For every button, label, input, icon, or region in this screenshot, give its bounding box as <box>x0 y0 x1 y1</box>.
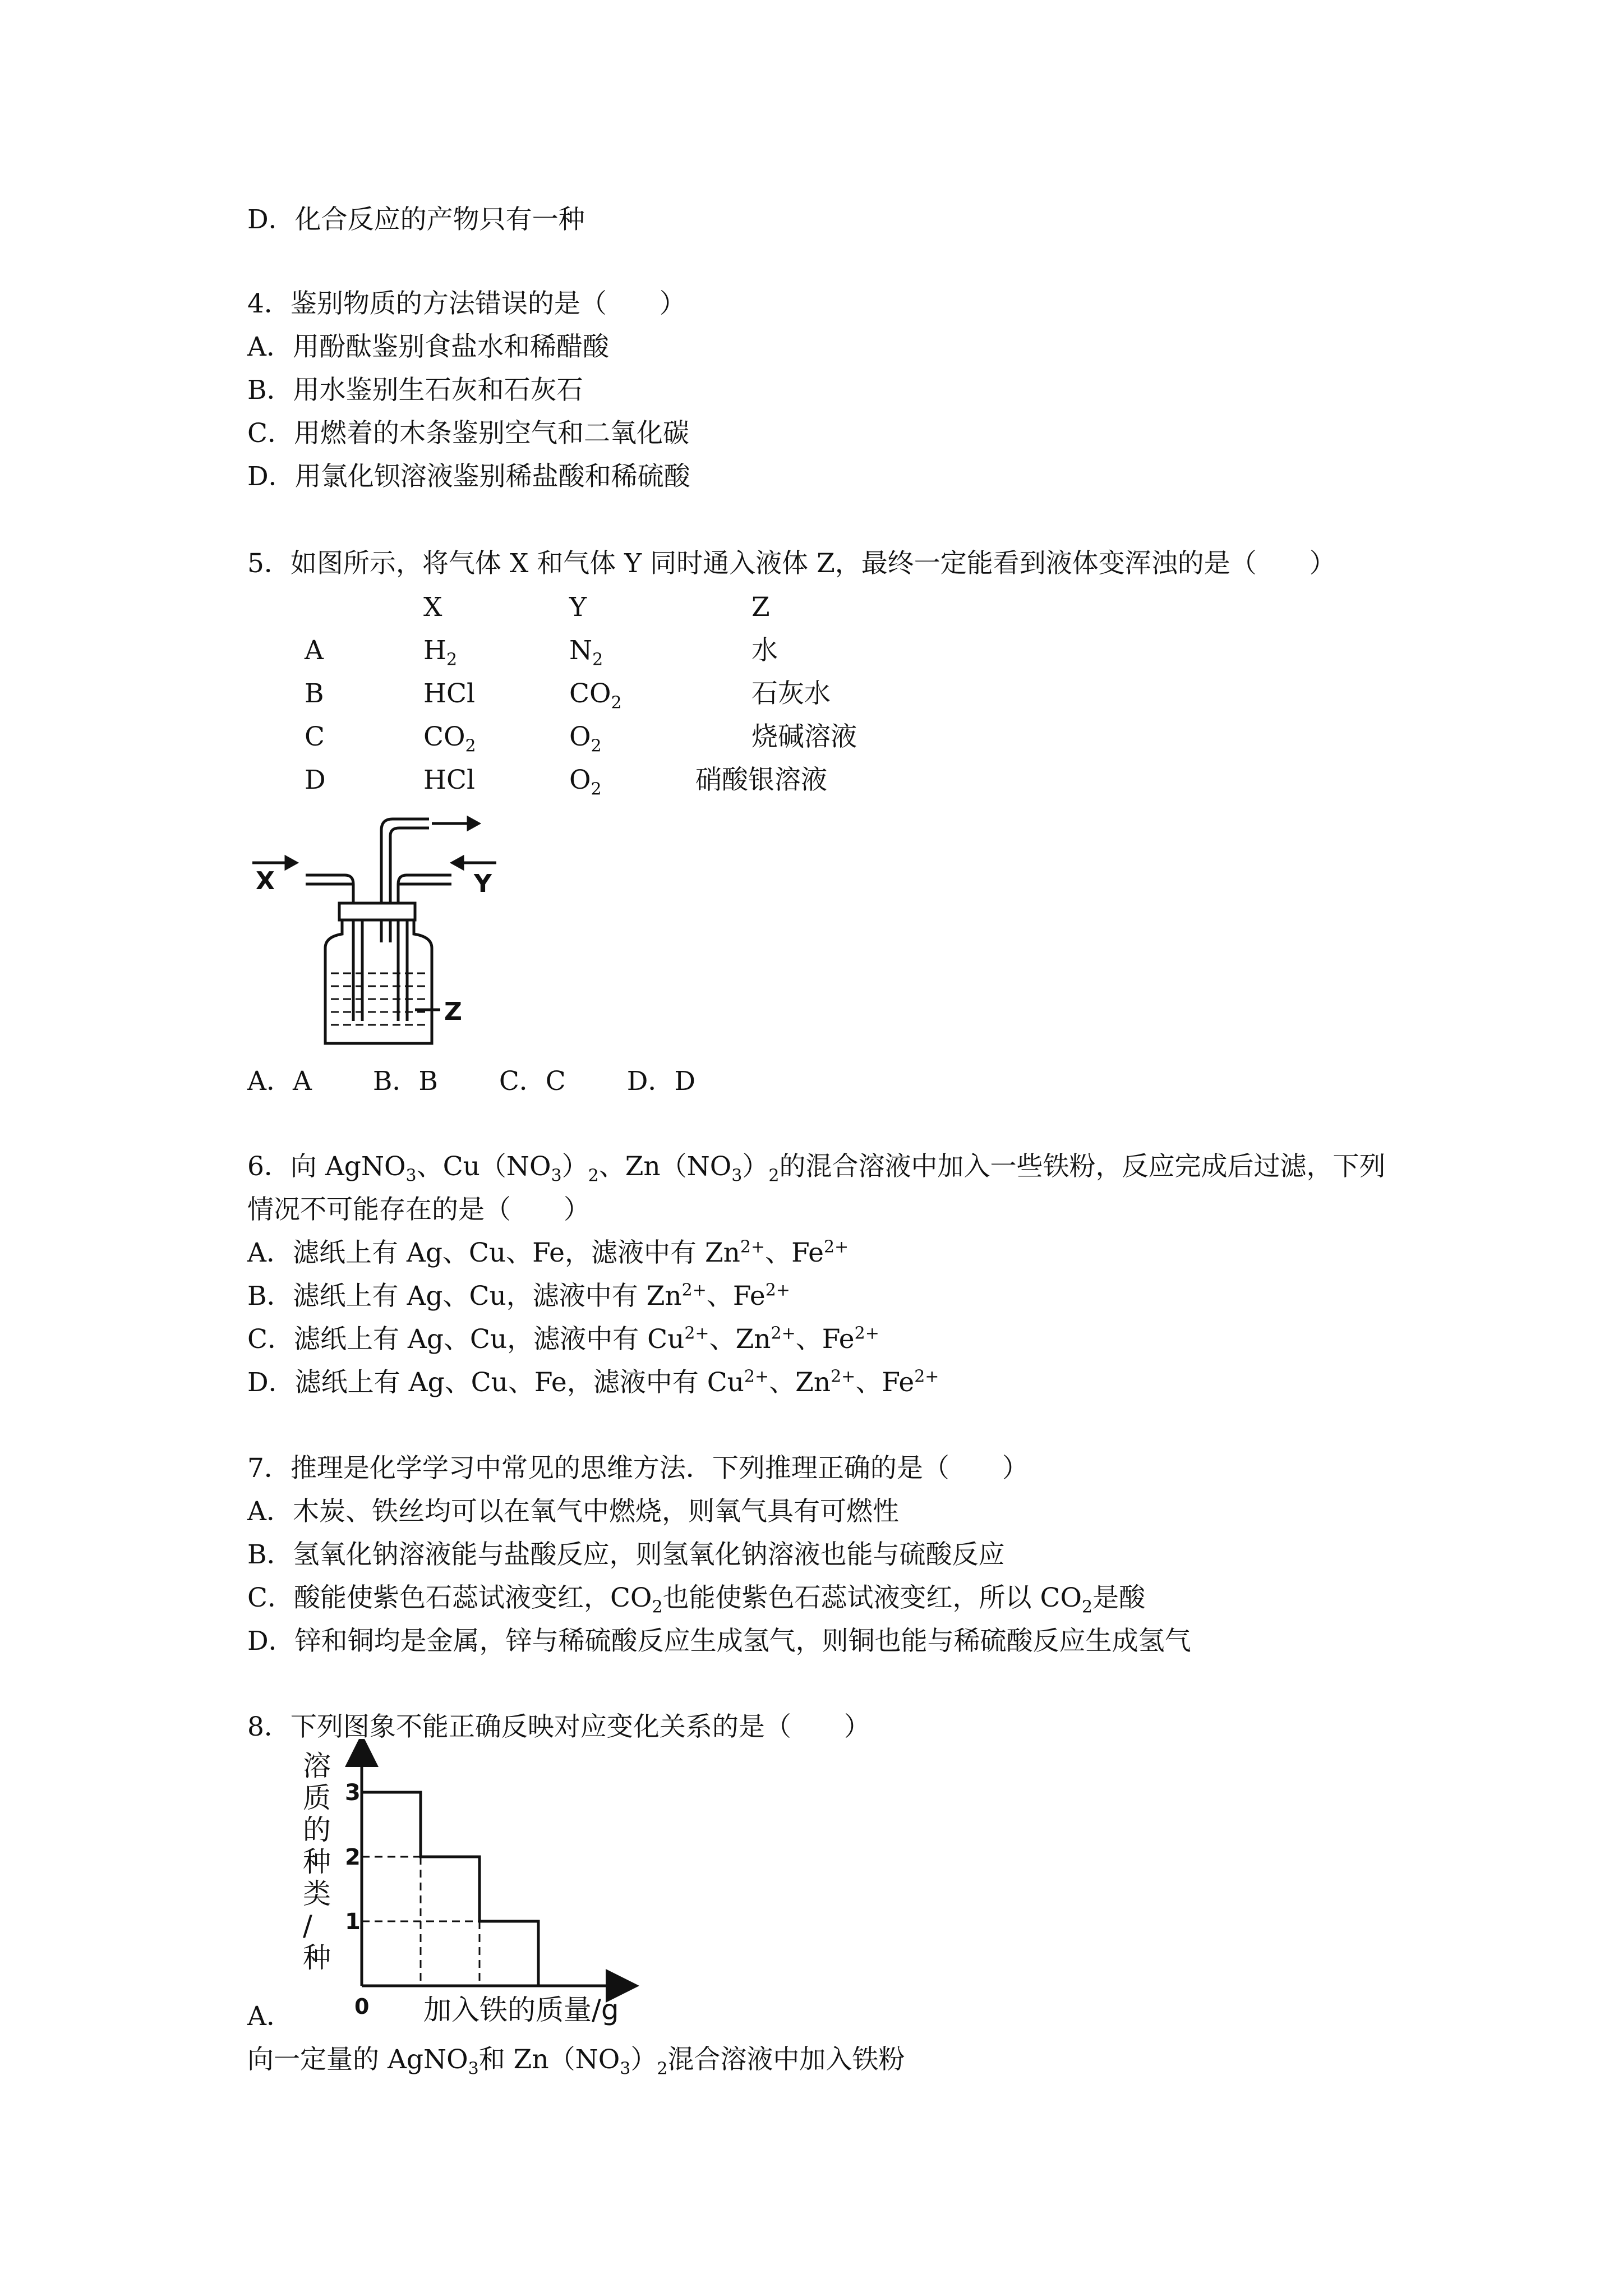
series-line <box>362 1792 538 1986</box>
q5-row-a-x: $H_2$ <box>423 635 458 670</box>
x-arrow-head <box>286 857 296 868</box>
q7-option-c: C．酸能使紫色石蕊试液变红，$CO_2$也能使紫色石蕊试液变红，所以 $CO_2$是酸 <box>247 1582 1146 1617</box>
q5-row-a-label: A <box>305 635 324 666</box>
y-axis-title-char: / <box>303 1910 312 1942</box>
stopper <box>339 903 415 920</box>
q4-stem: 4．鉴别物质的方法错误的是（ ） <box>247 288 686 319</box>
q6-stem-line1: 6．向 AgNO$_3$、$Cu(NO_3)_2$、$Zn(NO_3)_2$的混合溶液中加入一些铁粉，反应完成后过滤，下列 <box>247 1151 1386 1186</box>
x-axis-title: 加入铁的质量/g <box>423 1994 619 2026</box>
y-axis-title-char: 的 <box>303 1814 331 1846</box>
gas-bottle-figure <box>247 808 516 1055</box>
q4-option-b: B．用水鉴别生石灰和石灰石 <box>247 375 583 406</box>
q5-stem: 5．如图所示，将气体 X 和气体 Y 同时通入液体 Z，最终一定能看到液体变浑浊的是（ ） <box>247 548 1336 579</box>
q8-option-a-label: A． <box>247 2001 293 2032</box>
z-label: Z <box>444 997 462 1026</box>
chart-guides <box>362 1857 479 1986</box>
y-axis-title-char: 种 <box>303 1941 331 1974</box>
bottle-body <box>325 920 432 1043</box>
q5-header-y: Y <box>569 592 587 623</box>
y-tick-label-3: 3 <box>345 1780 361 1806</box>
q5-row-b-y: $CO_2$ <box>569 678 622 713</box>
y-tick-label-2: 2 <box>345 1844 361 1870</box>
q5-row-c-z: 烧碱溶液 <box>751 721 857 752</box>
q5-header-z: Z <box>751 592 770 623</box>
q5-answers: A．A B．B C．C D．D <box>247 1066 696 1097</box>
q7-option-b: B．氢氧化钠溶液能与盐酸反应，则氢氧化钠溶液也能与硫酸反应 <box>247 1539 1005 1570</box>
q3-option-d: D．化合反应的产物只有一种 <box>247 204 585 235</box>
liquid-z <box>331 973 426 1025</box>
q5-row-b-label: B <box>305 678 324 709</box>
y-tick-label-1: 1 <box>345 1909 361 1935</box>
y-axis-title <box>303 1750 331 1974</box>
q4-option-d: D．用氯化钡溶液鉴别稀盐酸和稀硫酸 <box>247 461 690 492</box>
q6-option-a: A．滤纸上有 Ag、Cu、Fe，滤液中有 $Zn^{2+}$、$Fe^{2+}$ <box>247 1237 849 1268</box>
y-arrow-head <box>453 857 463 868</box>
q7-stem: 7．推理是化学学习中常见的思维方法．下列推理正确的是（ ） <box>247 1453 1029 1484</box>
q5-row-d-x: HCl <box>423 765 475 795</box>
q6-option-c: C．滤纸上有 Ag、Cu，滤液中有 $Cu^{2+}$、$Zn^{2+}$、$Fe^{2+}$ <box>247 1323 879 1355</box>
y-axis-title-char: 质 <box>303 1782 331 1814</box>
out-arrow-head <box>468 818 478 829</box>
q5-row-b-x: HCl <box>423 678 475 709</box>
y-label: Y <box>474 869 492 898</box>
q5-header-x: X <box>423 592 442 623</box>
origin-label: 0 <box>354 1994 370 2019</box>
q5-row-c-x: $CO_2$ <box>423 721 476 756</box>
q8-caption: 向一定量的 AgNO$_3$和 $Zn(NO_3)_2$混合溶液中加入铁粉 <box>247 2044 905 2079</box>
q5-row-d-label: D <box>305 765 326 795</box>
q7-option-d: D．锌和铜均是金属，锌与稀硫酸反应生成氢气，则铜也能与稀硫酸反应生成氢气 <box>247 1626 1191 1657</box>
q6-stem-line2: 情况不可能存在的是（ ） <box>247 1194 590 1225</box>
q5-row-d-y: $O_2$ <box>569 765 602 799</box>
x-label: X <box>256 867 275 895</box>
q8-chart <box>292 1739 639 2036</box>
y-axis-title-char: 溶 <box>303 1750 331 1782</box>
q6-option-d: D．滤纸上有 Ag、Cu、Fe，滤液中有 $Cu^{2+}$、$Zn^{2+}$、$Fe^{2+}$ <box>247 1366 939 1398</box>
q4-option-a: A．用酚酞鉴别食盐水和稀醋酸 <box>247 332 609 362</box>
q7-option-a: A．木炭、铁丝均可以在氧气中燃烧，则氧气具有可燃性 <box>247 1496 899 1527</box>
y-axis-title-char: 种 <box>303 1846 331 1878</box>
q5-row-b-z: 石灰水 <box>751 678 831 709</box>
q6-option-b: B．滤纸上有 Ag、Cu，滤液中有 $Zn^{2+}$、$Fe^{2+}$ <box>247 1280 790 1312</box>
y-tick-labels <box>345 1780 361 1935</box>
q5-row-c-label: C <box>305 721 325 752</box>
q5-row-d-z: 硝酸银溶液 <box>695 765 827 795</box>
q5-row-a-y: $N_2$ <box>569 635 603 670</box>
y-axis-title-char: 类 <box>303 1878 331 1910</box>
q8-stem: 8．下列图象不能正确反映对应变化关系的是（ ） <box>247 1711 870 1742</box>
q4-option-c: C．用燃着的木条鉴别空气和二氧化碳 <box>247 418 689 449</box>
q5-row-c-y: $O_2$ <box>569 721 602 756</box>
q5-row-a-z: 水 <box>751 635 778 666</box>
